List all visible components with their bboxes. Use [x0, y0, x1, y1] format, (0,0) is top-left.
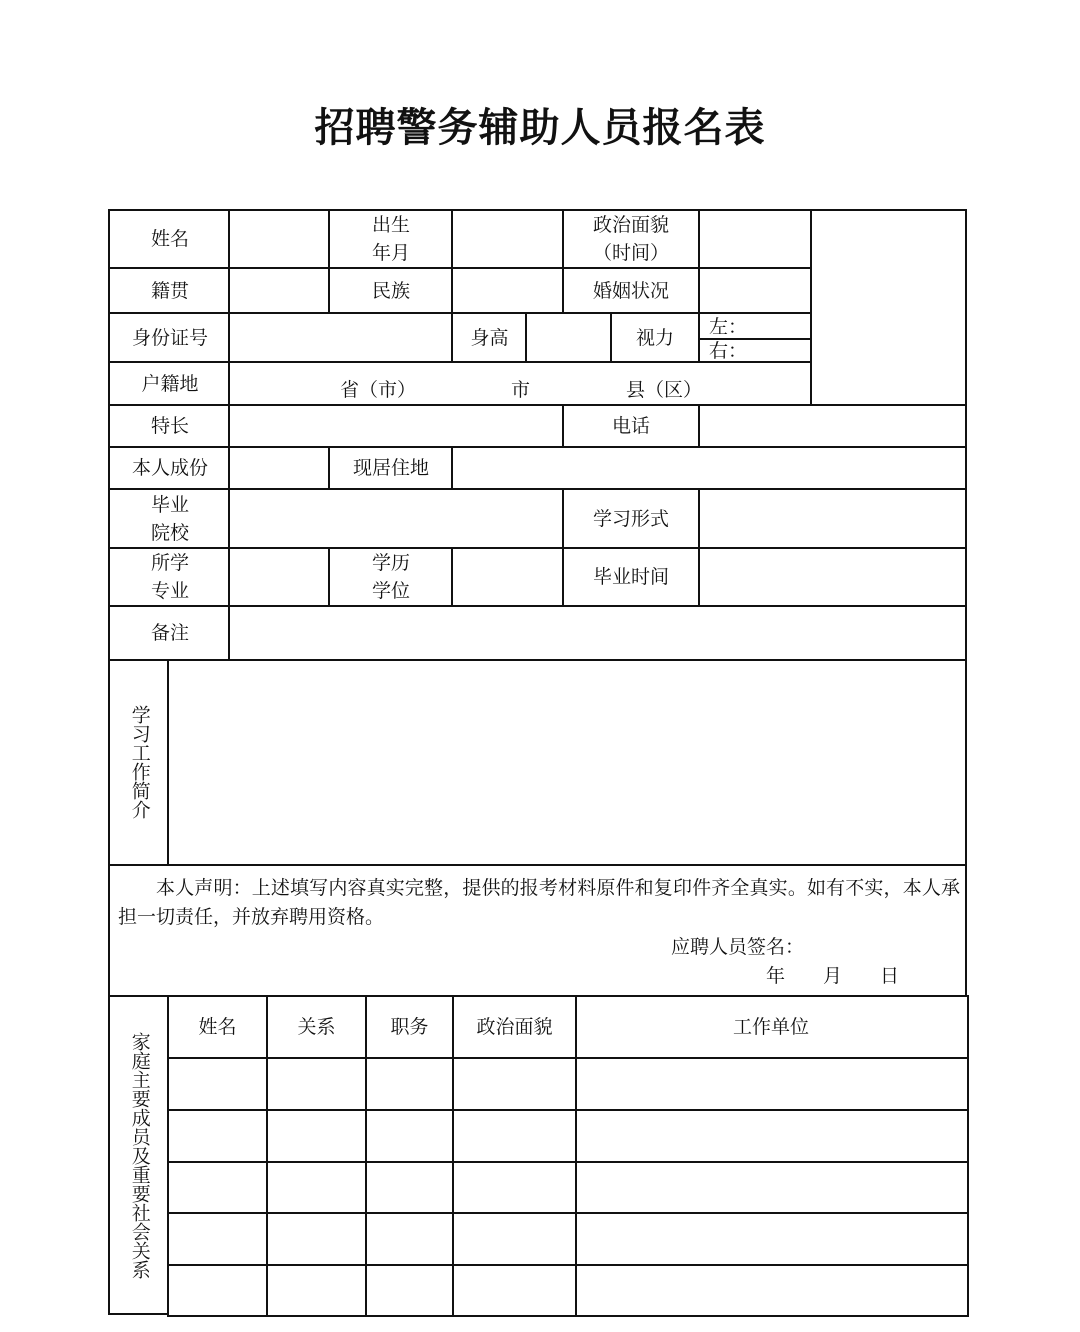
family-input-cell[interactable] [167, 1161, 268, 1214]
label-vision-right: 右： [709, 340, 748, 362]
label-birth-date: 出生 年月 [371, 214, 410, 264]
label-vision: 视力 [635, 326, 674, 349]
label-current-address: 现居住地 [352, 457, 429, 479]
family-input-cell[interactable] [365, 1212, 454, 1266]
family-input-cell[interactable] [266, 1057, 367, 1111]
family-header-name: 姓名 [198, 1016, 237, 1038]
input-remarks[interactable] [228, 605, 967, 661]
label-family-origin: 本人成份 [131, 457, 208, 479]
label-marital-status: 婚姻状况 [592, 279, 669, 302]
label-height: 身高 [470, 326, 509, 349]
family-input-cell[interactable] [167, 1212, 268, 1266]
family-input-cell[interactable] [167, 1057, 268, 1111]
label-remarks: 备注 [150, 622, 189, 644]
label-household: 户籍地 [141, 372, 199, 395]
date-year: 年 [766, 965, 786, 987]
input-id-number[interactable] [228, 312, 453, 363]
family-input-cell[interactable] [365, 1109, 454, 1163]
family-input-cell[interactable] [365, 1161, 454, 1214]
label-vision-left: 左： [709, 316, 748, 338]
input-degree[interactable] [451, 547, 564, 607]
input-specialty[interactable] [228, 404, 564, 448]
family-header-political-status: 政治面貌 [476, 1016, 553, 1038]
input-political-status[interactable] [698, 209, 812, 269]
label-graduation-time: 毕业时间 [592, 566, 669, 588]
family-header-relation: 关系 [297, 1016, 336, 1038]
label-graduate-school: 毕业 院校 [150, 493, 189, 544]
family-input-cell[interactable] [575, 1109, 969, 1163]
label-id-number: 身份证号 [131, 326, 208, 349]
family-input-cell[interactable] [452, 1212, 577, 1266]
input-phone[interactable] [698, 404, 967, 448]
label-degree: 学历 学位 [371, 552, 410, 602]
input-ethnicity[interactable] [451, 267, 564, 314]
label-study-form: 学习形式 [592, 507, 669, 530]
family-input-cell[interactable] [266, 1212, 367, 1266]
input-major[interactable] [228, 547, 330, 607]
family-input-cell[interactable] [575, 1212, 969, 1266]
label-resume: 学习工作简介 [128, 705, 151, 819]
label-household-province: 省（市） [340, 379, 417, 401]
declaration-text: 本人声明：上述填写内容真实完整，提供的报考材料原件和复印件齐全真实。如有不实，本人承担一切责任，并放弃聘用资格。 [118, 877, 960, 928]
label-household-county: 县（区） [626, 379, 703, 401]
input-current-address[interactable] [451, 446, 967, 490]
input-marital-status[interactable] [698, 267, 812, 314]
label-ethnicity: 民族 [371, 279, 410, 302]
input-name[interactable] [228, 209, 330, 269]
form-title: 招聘警务辅助人员报名表 [314, 105, 766, 151]
family-header-position: 职务 [390, 1016, 429, 1038]
input-height[interactable] [525, 312, 612, 363]
label-name: 姓名 [150, 228, 189, 250]
family-input-cell[interactable] [575, 1161, 969, 1214]
input-graduation-time[interactable] [698, 547, 967, 607]
family-input-cell[interactable] [575, 1264, 969, 1317]
label-specialty: 特长 [150, 415, 189, 437]
family-input-cell[interactable] [167, 1264, 268, 1317]
photo-box [810, 209, 967, 406]
family-input-cell[interactable] [452, 1057, 577, 1111]
family-input-cell[interactable] [365, 1264, 454, 1317]
signature-label: 应聘人员签名： [671, 936, 805, 958]
label-major: 所学 专业 [150, 552, 189, 602]
label-political-status: 政治面貌 （时间） [592, 214, 669, 264]
family-input-cell[interactable] [266, 1264, 367, 1317]
date-month: 月 [823, 965, 843, 987]
input-resume[interactable] [167, 659, 967, 866]
input-study-form[interactable] [698, 488, 967, 549]
family-input-cell[interactable] [575, 1057, 969, 1111]
input-graduate-school[interactable] [228, 488, 564, 549]
family-input-cell[interactable] [452, 1109, 577, 1163]
family-input-cell[interactable] [365, 1057, 454, 1111]
family-input-cell[interactable] [452, 1264, 577, 1317]
input-birth-date[interactable] [451, 209, 564, 269]
label-family-relations: 家庭主要成员及重要社会关系 [128, 1031, 151, 1279]
input-native-place[interactable] [228, 267, 330, 314]
input-family-origin[interactable] [228, 446, 330, 490]
family-input-cell[interactable] [266, 1161, 367, 1214]
family-input-cell[interactable] [266, 1109, 367, 1163]
family-input-cell[interactable] [167, 1109, 268, 1163]
label-native-place: 籍贯 [150, 279, 189, 302]
family-header-workplace: 工作单位 [732, 1016, 809, 1038]
label-household-city: 市 [511, 379, 531, 401]
label-phone: 电话 [611, 415, 650, 437]
date-day: 日 [880, 965, 900, 987]
family-input-cell[interactable] [452, 1161, 577, 1214]
